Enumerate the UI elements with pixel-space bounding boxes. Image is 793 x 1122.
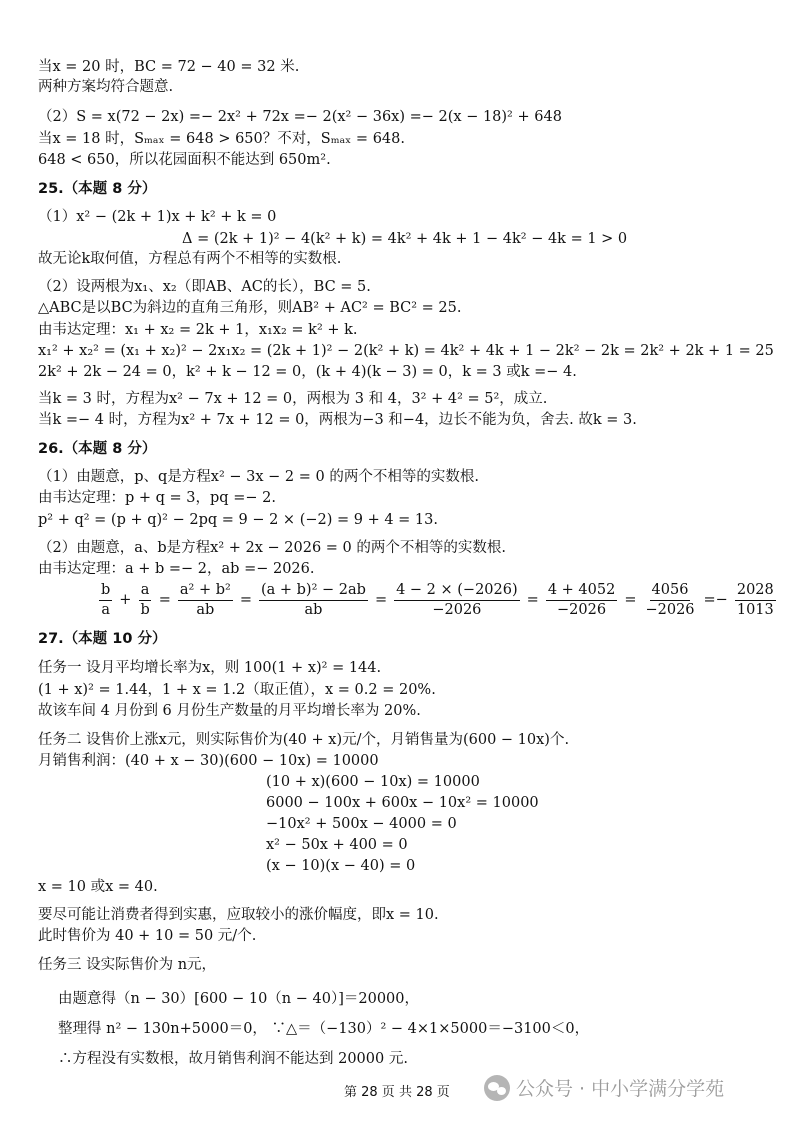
fraction [735, 582, 776, 619]
text-line: 此时售价为 40 + 10 = 50 元/个. [38, 928, 257, 944]
denominator: −2026 [557, 601, 607, 618]
watermark-text: 公众号 · 中小学满分学苑 [516, 1078, 725, 1100]
text-line: x = 10 或x = 40. [38, 879, 158, 895]
denominator: a [101, 601, 110, 618]
fraction [99, 582, 112, 619]
numerator: a² + b² [178, 582, 233, 601]
text-line: 648 < 650，所以花园面积不能达到 650m². [38, 152, 331, 168]
numerator: 2028 [735, 582, 776, 601]
fraction [259, 582, 368, 619]
text-line: 由韦达定理：x₁ + x₂ = 2k + 1，x₁x₂ = k² + k. [38, 322, 358, 338]
text-line: 当x = 18 时，Sₘₐₓ = 648 > 650？不对，Sₘₐₓ = 648. [38, 131, 405, 147]
text-line: 故无论k取何值，方程总有两个不相等的实数根. [38, 251, 342, 267]
text-line: x² − 50x + 400 = 0 [266, 837, 408, 853]
numerator: a [139, 582, 152, 601]
text-line: p² + q² = (p + q)² − 2pq = 9 − 2 × (−2) = 9 + 4 = 13. [38, 512, 438, 528]
fraction [394, 582, 520, 619]
text-line: 当k =− 4 时，方程为x² + 7x + 12 = 0，两根为−3 和−4，边长不能为负，舍去. 故k = 3. [38, 412, 637, 428]
numerator: (a + b)² − 2ab [259, 582, 368, 601]
text-line: （1）x² − (2k + 1)x + k² + k = 0 [38, 209, 277, 225]
text-line: (1 + x)² = 1.44，1 + x = 1.2（取正值），x = 0.2 = 20%. [38, 682, 436, 698]
text-line: 月销售利润：(40 + x − 30)(600 − 10x) = 10000 [38, 753, 379, 769]
numerator: 4 − 2 × (−2026) [394, 582, 520, 601]
denominator: b [140, 601, 150, 618]
section-heading: 25.（本题 8 分） [38, 181, 157, 197]
text-line: △ABC是以BC为斜边的直角三角形，则AB² + AC² = BC² = 25. [38, 300, 462, 316]
operator: = [526, 592, 539, 608]
numerator: 4 + 4052 [546, 582, 618, 601]
operator: =− [703, 592, 728, 608]
text-line: 任务一 设月平均增长率为x，则 100(1 + x)² = 144. [38, 660, 382, 676]
denominator: −2026 [645, 601, 695, 618]
section-heading: 26.（本题 8 分） [38, 441, 157, 457]
text-line: 要尽可能让消费者得到实惠，应取较小的涨价幅度，即x = 10. [38, 907, 439, 923]
text-line: 整理得 n² − 130n+5000＝0， ∵△＝（−130）² − 4×1×5000＝−3100＜0， [58, 1021, 590, 1037]
denominator: −2026 [432, 601, 482, 618]
text-line: Δ = (2k + 1)² − 4(k² + k) = 4k² + 4k + 1 − 4k² − 4k = 1 > 0 [182, 231, 628, 247]
text-line: 任务二 设售价上涨x元，则实际售价为(40 + x)元/个，月销售量为(600 − 10x)个. [38, 732, 570, 748]
text-line: 当x = 20 时，BC = 72 − 40 = 32 米. [38, 59, 300, 75]
text-line: （1）由题意，p、q是方程x² − 3x − 2 = 0 的两个不相等的实数根. [38, 469, 479, 485]
page-footer: 第 28 页 共 28 页 [344, 1085, 450, 1100]
numerator: 4056 [650, 582, 691, 601]
section-heading: 27.（本题 10 分） [38, 631, 167, 647]
fraction [546, 582, 618, 619]
text-line: x₁² + x₂² = (x₁ + x₂)² − 2x₁x₂ = (2k + 1)² − 2(k² + k) = 4k² + 4k + 1 − 2k² − 2k = 2k² + 2k + 1 = 25 [38, 343, 774, 359]
operator: + [119, 592, 132, 608]
text-line: 任务三 设实际售价为 n元， [38, 957, 217, 973]
text-line: 故该车间 4 月份到 6 月份生产数量的月平均增长率为 20%. [38, 703, 421, 719]
wechat-icon [484, 1075, 510, 1101]
fraction [178, 582, 233, 619]
text-line: （2）设两根为x₁、x₂（即AB、AC的长），BC = 5. [38, 279, 371, 295]
fraction-equation [96, 578, 779, 622]
operator: = [624, 592, 637, 608]
operator: = [374, 592, 388, 608]
denominator: ab [304, 601, 323, 618]
text-line: （2）S = x(72 − 2x) =− 2x² + 72x =− 2(x² − 36x) =− 2(x − 18)² + 648 [38, 109, 562, 125]
denominator: 1013 [736, 601, 774, 618]
text-line: 6000 − 100x + 600x − 10x² = 10000 [266, 795, 539, 811]
text-line: 由韦达定理：a + b =− 2，ab =− 2026. [38, 561, 315, 577]
operator: = [239, 592, 252, 608]
fraction [643, 582, 696, 619]
text-line: (10 + x)(600 − 10x) = 10000 [266, 774, 480, 790]
watermark [484, 1074, 724, 1101]
text-line: (x − 10)(x − 40) = 0 [266, 858, 416, 874]
text-line: 2k² + 2k − 24 = 0，k² + k − 12 = 0，(k + 4)(k − 3) = 0，k = 3 或k =− 4. [38, 364, 577, 380]
denominator: ab [196, 601, 215, 618]
fraction [138, 582, 151, 619]
text-line: 由韦达定理：p + q = 3，pq =− 2. [38, 490, 276, 506]
numerator: b [99, 582, 112, 601]
text-line: 由题意得（n − 30）[600 − 10（n − 40）]＝20000， [58, 991, 419, 1007]
text-line: ∴方程没有实数根，故月销售利润不能达到 20000 元. [58, 1051, 408, 1067]
text-line: 当k = 3 时，方程为x² − 7x + 12 = 0，两根为 3 和 4，3² + 4² = 5²，成立. [38, 391, 548, 407]
text-line: （2）由题意，a、b是方程x² + 2x − 2026 = 0 的两个不相等的实数根. [38, 540, 506, 556]
operator: = [158, 592, 171, 608]
text-line: −10x² + 500x − 4000 = 0 [266, 816, 457, 832]
text-line: 两种方案均符合题意. [38, 79, 174, 95]
